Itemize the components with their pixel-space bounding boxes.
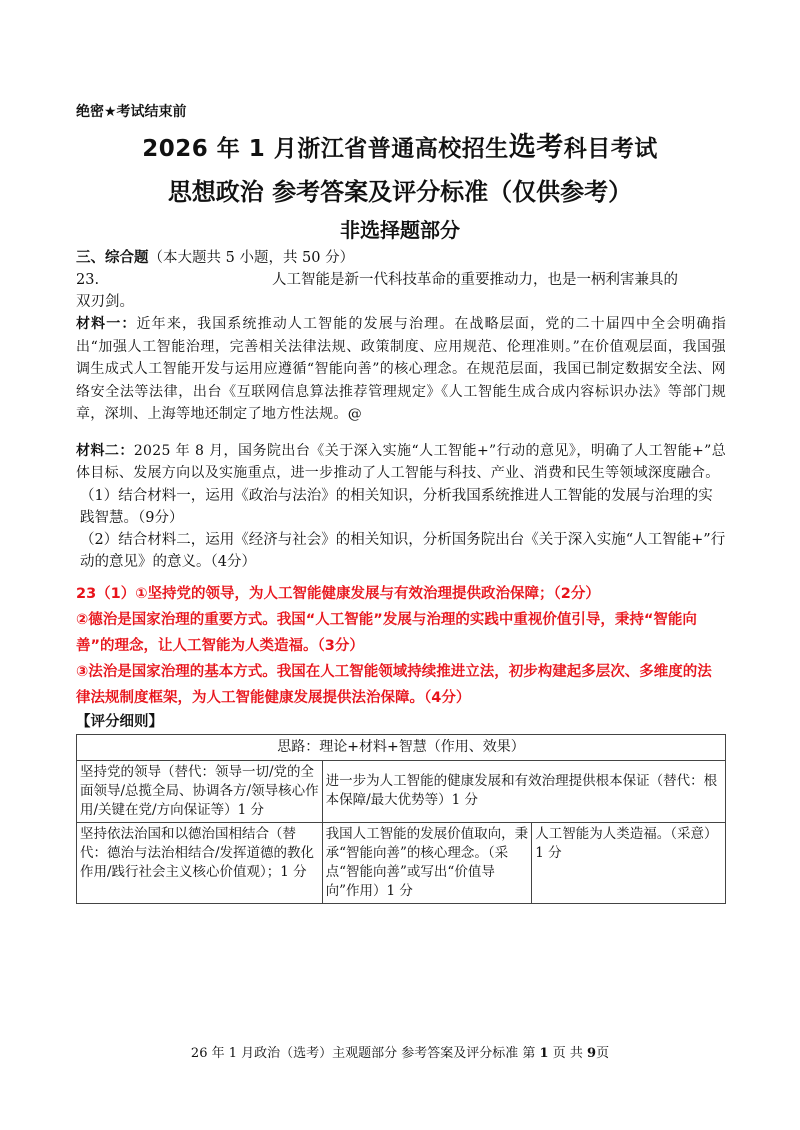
material-1	[76, 313, 726, 426]
section-name: 三、综合题	[76, 250, 149, 266]
document-subtitle: 思想政治 参考答案及评分标准（仅供参考）	[167, 178, 633, 206]
material-2-text: 2025 年 8 月，国务院出台《关于深入实施“人工智能+”行动的意见》，明确了人工智能+”总体目标、发展方向以及实施重点，进一步推动了人工智能与科技、产业、消费和民生等领域深度融合。	[76, 442, 726, 481]
section-title: 非选择题部分	[340, 218, 460, 242]
table-cell: 坚持党的领导（替代：领导一切/党的全面领导/总揽全局、协调各方/领导核心作用/关键在党/方向保证等）1 分	[77, 760, 323, 822]
question-number: 23.	[76, 272, 100, 288]
material-2-label: 材料二：	[76, 442, 134, 459]
table-row	[77, 760, 726, 822]
question-intro	[76, 269, 726, 291]
rubric-table	[76, 734, 726, 904]
section-note: （本大题共 5 小题，共 50 分）	[148, 250, 355, 266]
sub-question-1: （1）结合材料一，运用《政治与法治》的相关知识，分析我国系统推进人工智能的发展与治理的实践智慧。（9分）	[80, 487, 713, 526]
question-intro-line1: 人工智能是新一代科技革命的重要推动力，也是一柄利害兼具的	[272, 272, 678, 288]
exam-title-emphasis: 选考	[508, 132, 564, 163]
page-footer	[0, 1042, 800, 1061]
material-1-text: 近年来，我国系统推动人工智能的发展与治理。在战略层面，党的二十届四中全会明确指出“加强人工智能治理，完善相关法律法规、政策制度、应用规范、伦理准则。”在价值观层面，我国强调生成式人工智能开发与运用应遵循“智能向善”的核心理念。在规范层面，我国已制定数据安全法、网络安全法等法律，出台《互联网信息算法推荐管理规定》《人工智能生成合成内容标识办法》等部门规章，深圳、上海等地还制定了地方性法规。@	[76, 316, 726, 422]
footer-text: 26 年 1 月政治（选考）主观题部分 参考答案及评分标准 第	[190, 1046, 536, 1061]
footer-total-pages: 9	[587, 1046, 597, 1061]
rubric-heading: 【评分细则】	[76, 713, 163, 730]
exam-title	[0, 125, 800, 164]
spacer	[76, 426, 726, 440]
material-1-label: 材料一：	[76, 316, 137, 332]
question-intro-line2: 双刃剑。	[76, 294, 134, 310]
footer-page-number: 1	[539, 1046, 549, 1061]
exam-title-part1: 2026 年 1 月浙江省普通高校招生	[142, 136, 509, 162]
material-2	[76, 440, 726, 485]
table-cell: 我国人工智能的发展价值取向，秉承“智能向善”的核心理念。（采点“智能向善”或写出“价值导向”作用）1 分	[322, 822, 532, 903]
answer-block	[76, 581, 726, 711]
table-cell: 坚持依法治国和以德治国相结合（替代：德治与法治相结合/发挥道德的教化作用/践行社会主义核心价值观）；1 分	[77, 822, 323, 903]
footer-end: 页	[596, 1046, 610, 1061]
table-header-cell: 思路：理论+材料+智慧（作用、效果）	[77, 734, 726, 760]
footer-mid: 页 共	[552, 1046, 583, 1061]
table-header-row	[77, 734, 726, 760]
exam-title-part2: 科目考试	[563, 136, 658, 162]
table-cell: 进一步为人工智能的健康发展和有效治理提供根本保证（替代：根本保障/最大优势等）1 分	[322, 760, 725, 822]
sub-question-2: （2）结合材料二，运用《经济与社会》的相关知识，分析国务院出台《关于深入实施“人工智能+”行动的意见》的意义。（4分）	[80, 531, 726, 570]
answer-point-3: ③法治是国家治理的基本方式。我国在人工智能领域持续推进立法，初步构建起多层次、多维度的法律法规制度框架，为人工智能健康发展提供法治保障。（4分）	[76, 663, 712, 706]
section-heading	[76, 247, 726, 269]
answer-point-2: ②德治是国家治理的重要方式。我国“人工智能”发展与治理的实践中重视价值引导，秉持“智能向善”的理念，让人工智能为人类造福。（3分）	[76, 611, 697, 654]
secret-label: 绝密★考试结束前	[76, 104, 187, 120]
answer-point-1: 23（1）①坚持党的领导，为人工智能健康发展与有效治理提供政治保障；（2分）	[76, 585, 600, 602]
table-cell: 人工智能为人类造福。（采意）1 分	[532, 822, 726, 903]
table-row	[77, 822, 726, 903]
main-content	[76, 247, 726, 904]
